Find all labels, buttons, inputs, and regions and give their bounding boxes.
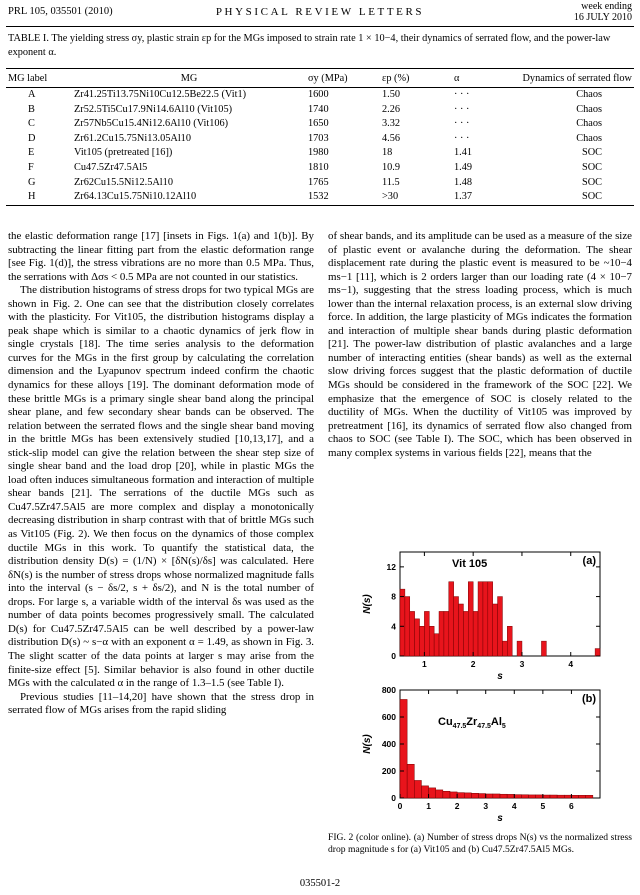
bar	[521, 795, 528, 798]
table-cell-label: C	[28, 118, 35, 130]
table-row	[6, 190, 634, 205]
x-tick-label: 6	[569, 801, 574, 811]
table-1	[6, 68, 634, 206]
table-cell-eps: 3.32	[382, 118, 401, 130]
table-cell-dyn: SOC	[581, 147, 602, 159]
y-tick-label: 12	[386, 561, 396, 572]
bar	[421, 786, 428, 798]
y-tick-label: 4	[391, 621, 396, 632]
bar	[459, 604, 464, 656]
bar	[541, 641, 546, 656]
bar	[424, 611, 429, 656]
table-cell-alpha: · · ·	[454, 118, 470, 130]
table-cell-dyn: Chaos	[576, 132, 602, 144]
bar	[571, 795, 578, 798]
bar	[473, 611, 478, 656]
table-cell-sigma: 1532	[306, 190, 380, 205]
bar	[443, 791, 450, 798]
bar	[488, 582, 493, 656]
x-tick-label: 5	[540, 801, 546, 811]
table-header-row	[6, 69, 634, 88]
bar	[400, 589, 405, 656]
bar	[400, 699, 407, 798]
inset-label	[438, 716, 506, 730]
table-cell-sigma: 1765	[308, 176, 329, 188]
table-cell-sigma: 1600	[308, 89, 329, 100]
table-row	[6, 161, 634, 176]
bar	[536, 795, 543, 798]
x-tick-label: 4	[568, 659, 574, 669]
table-cell-dyn: Chaos	[576, 118, 602, 130]
plot-frame	[400, 690, 600, 798]
table-row	[6, 88, 634, 103]
table-caption: TABLE I. The yielding stress σy, plastic strain εp for the MGs imposed to strain rate 1 × 10−4, their dynamics of serrated flow, and the power-law exponent α.	[8, 33, 611, 58]
col-header-label: MG label	[6, 69, 72, 88]
panel-label: (a)	[582, 555, 596, 567]
table-cell-alpha: 1.48	[454, 176, 473, 188]
table-cell-label: G	[28, 176, 36, 188]
y-tick-label: 0	[391, 651, 396, 661]
table-cell-dyn: SOC	[516, 190, 634, 205]
table-cell-alpha: · · ·	[454, 89, 470, 100]
y-axis-label: N(s)	[362, 734, 373, 754]
paragraph: The distribution histograms of stress drops for two typical MGs are shown in Fig. 2. One can see that the distribution closely correlates with the plasticity. For Vit105, the distribution histograms display a peak shape which is similar to a chaotic dynamics of jerk flow in single crystals [18]. The time series analysis to the deformation curves for the MGs in the first group by calculating the correlation dimension and the Lyapunov spectrum indeed confirm the chaotic dynamics for these alloys [19]. The dominant deformation mode of these brittle MGs is a primary single shear band along the principal shear plane, and few secondary shear bands can be observed. The relation between the serrated flows and the single shear band moving in the brittle MGs has been extensively studied [10,13,17], and a stick-slip model can give the relation between the shear step size of single shear band and the load drop [20], while in plastic MGs the load often induces simultaneous formation and interaction of multiple shear bands [21]. The serrations of the ductile MGs such as Cu47.5Zr47.5Al5 are more complex and display a monotonically decreasing distribution in sharp contrast with that of brittle MGs such as Vit105 (Fig. 2). We then focus on the dynamics of those complex ductile MGs in this work. To quantify the statistical data, the distribution density D(s) = (1/N) × [δN(s)/δs] was calculated. Here δN(s) is the number of stress drops whose normalized magnitude falls into the interval (s − δs/2, s + δs/2), and N is the total number of drops. For large s, a variable width of the interval δs was used as the number of data points becomes progressively small. The calculated D(s) for Cu47.5Zr47.5Al5 can be well described by a power-law distribution D(s) ~ s−α with an exponent α = 1.49, as shown in Fig. 3. The slight scatter of the data points at larger s may arise from the finite-size effect [5]. Similar behavior is also found in other ductile MGs with the calculated α in the range of 1.3–1.5 (see Table I).	[8, 284, 314, 690]
table-row	[6, 132, 634, 147]
y-tick-label: 200	[381, 766, 396, 776]
table-cell-label: F	[28, 161, 34, 173]
table-cell-mg: Vit105 (pretreated [16])	[74, 147, 173, 159]
inset-label-subscript: 47.5	[452, 723, 467, 730]
table-cell-label: E	[28, 147, 35, 159]
bar	[429, 788, 436, 798]
panel-label: (b)	[581, 693, 596, 705]
inset-label-subscript: 47.5	[477, 723, 491, 730]
header-citation: PRL 105, 035501 (2010)	[8, 6, 113, 17]
bar	[429, 626, 434, 656]
bar	[500, 794, 507, 798]
inset-label-element: Al	[490, 716, 502, 728]
table-row	[6, 176, 634, 191]
bar	[564, 795, 571, 798]
bar	[407, 764, 414, 798]
table-cell-eps: 18	[382, 147, 393, 159]
bar	[420, 626, 425, 656]
bar	[557, 795, 564, 798]
table-row	[6, 103, 634, 118]
header-date	[574, 1, 632, 23]
table-cell-dyn: Chaos	[576, 89, 602, 100]
bar	[415, 619, 420, 656]
figure-caption: FIG. 2 (color online). (a) Number of stress drops N(s) vs the normalized stress drop magnitude s for (a) Vit105 and (b) Cu47.5Zr47.5Al5 MGs.	[328, 832, 632, 855]
y-tick-label: 600	[381, 712, 396, 722]
inset-label-element: Zr	[466, 716, 478, 728]
y-tick-label: 400	[381, 739, 396, 749]
y-tick-label: 8	[391, 591, 396, 602]
col-header-dynamics: Dynamics of serrated flow	[516, 69, 634, 88]
table-cell-eps: 4.56	[382, 132, 401, 144]
bar	[414, 780, 421, 798]
bar	[483, 582, 488, 656]
table-cell-mg: Zr52.5Ti5Cu17.9Ni14.6Al10 (Vit105)	[74, 103, 233, 115]
bar	[543, 795, 550, 798]
table-cell-alpha: · · ·	[454, 132, 470, 144]
figure-2a-chart	[360, 548, 610, 688]
col-header-mg: MG	[72, 69, 306, 88]
table-body	[6, 88, 634, 206]
bar	[486, 794, 493, 798]
bar	[450, 792, 457, 798]
table-cell-mg: Zr61.2Cu15.75Ni13.05Al10	[74, 132, 191, 144]
bar	[410, 611, 415, 656]
journal-title: PHYSICAL REVIEW LETTERS	[215, 6, 425, 18]
bar	[517, 641, 522, 656]
bar	[493, 604, 498, 656]
table-cell-sigma: 1740	[308, 103, 329, 115]
bar	[464, 793, 471, 798]
bar	[463, 611, 468, 656]
paragraph: the elastic deformation range [17] [insets in Figs. 1(a) and 1(b)]. By subtracting the linear fitting part from the elastic deformation range [see Fig. 1(d)], the stress vibrations are no more than 0.5 MPa. Thus, the serrations with Δσs < 0.5 MPa are not counted in our statistics.	[8, 230, 314, 283]
x-axis-label: s	[497, 671, 503, 682]
x-tick-label: 0	[397, 801, 403, 811]
bar	[514, 795, 521, 798]
x-tick-label: 2	[454, 801, 460, 811]
y-axis-label: N(s)	[362, 594, 373, 614]
bar	[471, 793, 478, 798]
table-cell-dyn: Chaos	[576, 103, 602, 115]
col-header-alpha: α	[452, 69, 516, 88]
table-cell-mg: Zr62Cu15.5Ni12.5Al10	[74, 176, 173, 188]
x-tick-label: 3	[483, 801, 489, 811]
col-header-sigma: σy (MPa)	[306, 69, 380, 88]
table-cell-alpha: 1.49	[454, 161, 473, 173]
table-cell-mg: Zr64.13Cu15.75Ni10.12Al10	[72, 190, 306, 205]
table-cell-mg: Zr57Nb5Cu15.4Ni12.6Al10 (Vit106)	[74, 118, 229, 130]
table-cell-label: B	[28, 103, 35, 115]
table-cell-mg: Zr41.25Ti13.75Ni10Cu12.5Be22.5 (Vit1)	[74, 89, 247, 100]
table-row	[6, 117, 634, 132]
bar	[439, 611, 444, 656]
table-cell-eps: 10.9	[382, 161, 401, 173]
bar	[550, 795, 557, 798]
x-tick-label: 4	[511, 801, 517, 811]
bar	[434, 634, 439, 656]
x-tick-label: 1	[426, 801, 431, 811]
table-cell-label: H	[6, 190, 72, 205]
bar	[478, 582, 483, 656]
table-cell-eps: 1.50	[382, 89, 401, 100]
table-cell-sigma: 1810	[308, 161, 329, 173]
table-cell-mg: Cu47.5Zr47.5Al5	[74, 161, 148, 173]
bar	[444, 611, 449, 656]
table-cell-label: D	[28, 132, 36, 144]
header-rule	[6, 26, 634, 27]
figure-2b-chart	[360, 684, 610, 829]
y-tick-label: 0	[391, 793, 396, 803]
table-cell-alpha: 1.37	[452, 190, 516, 205]
bar	[493, 794, 500, 798]
x-tick-label: 3	[519, 659, 525, 669]
table-cell-dyn: SOC	[581, 176, 602, 188]
col-header-eps: εp (%)	[380, 69, 452, 88]
bar	[595, 649, 600, 656]
bar	[579, 795, 586, 798]
inset-label: Vit 105	[452, 558, 488, 570]
week-ending-label: week ending	[581, 1, 632, 12]
bar	[529, 795, 536, 798]
paragraph: of shear bands, and its amplitude can be used as a measure of the size of plastic event or avalanche during the deformation. The shear displacement rate during the plastic event is measured to be ~10−4 ms−1 [11], which is 2 orders larger than our loading rate (4 × 10−7 ms−1), suggesting that the stress loading process, which is much lower than the internal relaxation process, is an external slow driving force. In addition, the large plasticity of MGs indicates the formation and interaction of multiple shear bands during plastic deformation [21]. The power-law distribution of plastic avalanches and a large number of interacting entities (shear bands) as well as the external slow driving forces suggest that the plastic deformation of ductile MGs should be considered in the framework of the SOC [22]. We emphasize that the emergence of SOC is closely related to the ductility of MGs. When the ductility of Vit105 was improved by pretreatment [16], its dynamics of serrated flow also changed from chaos to SOC (see Table I). The SOC, which has been observed in many complex systems in various fields [22], means that the	[328, 230, 632, 459]
x-axis-label: s	[497, 813, 503, 824]
bar	[479, 794, 486, 798]
table-row	[6, 146, 634, 161]
bar	[436, 790, 443, 798]
table-cell-alpha: · · ·	[454, 103, 470, 115]
bar	[507, 794, 514, 798]
table-cell-sigma: 1703	[308, 132, 329, 144]
inset-label-element: Cu	[438, 716, 453, 728]
bar	[457, 793, 464, 798]
table-cell-dyn: SOC	[581, 161, 602, 173]
table-cell-label: A	[28, 89, 36, 100]
table-cell-sigma: 1650	[308, 118, 329, 130]
bar	[454, 597, 459, 656]
x-tick-label: 2	[470, 659, 476, 669]
table-cell-sigma: 1980	[308, 147, 329, 159]
bar	[507, 626, 512, 656]
inset-label-subscript: 5	[501, 723, 506, 730]
table-cell-eps: 11.5	[382, 176, 400, 188]
bar	[468, 582, 473, 656]
x-tick-label: 1	[422, 659, 427, 669]
issue-date: 16 JULY 2010	[573, 12, 632, 23]
bar	[498, 597, 503, 656]
left-column	[8, 230, 314, 718]
table-cell-eps: >30	[380, 190, 452, 205]
bar	[502, 641, 507, 656]
page-number: 035501-2	[299, 878, 341, 889]
paragraph: Previous studies [11–14,20] have shown that the stress drop in serrated flow of MGs arises from the rapid sliding	[8, 690, 314, 717]
table-cell-eps: 2.26	[382, 103, 401, 115]
bar	[449, 582, 454, 656]
right-column	[328, 230, 632, 460]
bar	[586, 795, 593, 798]
bar	[405, 597, 410, 656]
y-tick-label: 800	[381, 685, 396, 695]
table-cell-alpha: 1.41	[454, 147, 473, 159]
